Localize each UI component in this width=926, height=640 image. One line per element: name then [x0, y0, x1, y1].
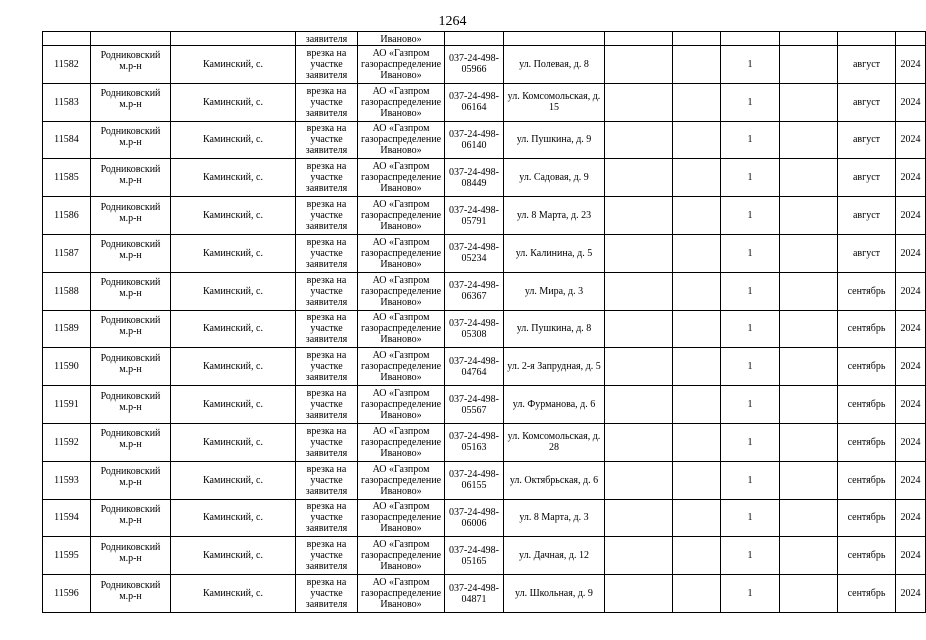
table-row — [43, 461, 926, 499]
district-cell: Родниковский м.р-н — [91, 575, 171, 613]
connection-type-cell: врезка на участке заявителя — [296, 272, 358, 310]
month-cell: сентябрь — [838, 461, 896, 499]
connection-type-cell: врезка на участке заявителя — [296, 386, 358, 424]
settlement-cell: Каминский, с. — [171, 272, 296, 310]
row-number-cell: 11593 — [43, 461, 91, 499]
row-number-cell: 11591 — [43, 386, 91, 424]
quantity-cell: 1 — [721, 423, 780, 461]
empty-cell — [605, 461, 673, 499]
empty-cell — [673, 83, 721, 121]
organization-cell: АО «Газпром газораспределение Иваново» — [358, 272, 445, 310]
empty-cell — [673, 499, 721, 537]
settlement-cell: Каминский, с. — [171, 499, 296, 537]
year-cell: 2024 — [896, 423, 926, 461]
year-cell: 2024 — [896, 197, 926, 235]
district-cell: Родниковский м.р-н — [91, 83, 171, 121]
connection-type-cell: врезка на участке заявителя — [296, 197, 358, 235]
table-row — [43, 310, 926, 348]
address-cell: ул. Дачная, д. 12 — [504, 537, 605, 575]
address-cell: ул. 8 Марта, д. 23 — [504, 197, 605, 235]
empty-cell — [673, 46, 721, 84]
settlement-cell: Каминский, с. — [171, 348, 296, 386]
settlement-cell: Каминский, с. — [171, 83, 296, 121]
table-row — [43, 423, 926, 461]
district-cell: Родниковский м.р-н — [91, 348, 171, 386]
quantity-cell: 1 — [721, 386, 780, 424]
year-cell: 2024 — [896, 386, 926, 424]
row-number-cell: 11595 — [43, 537, 91, 575]
empty-cell — [605, 83, 673, 121]
organization-cell: АО «Газпром газораспределение Иваново» — [358, 46, 445, 84]
quantity-cell: 1 — [721, 46, 780, 84]
empty-cell — [673, 197, 721, 235]
table-row — [43, 46, 926, 84]
address-cell: ул. Полевая, д. 8 — [504, 46, 605, 84]
year-cell: 2024 — [896, 121, 926, 159]
address-cell: ул. Пушкина, д. 9 — [504, 121, 605, 159]
organization-cell: АО «Газпром газораспределение Иваново» — [358, 197, 445, 235]
continuation-cell — [504, 32, 605, 46]
quantity-cell: 1 — [721, 197, 780, 235]
district-cell: Родниковский м.р-н — [91, 159, 171, 197]
row-number-cell: 11590 — [43, 348, 91, 386]
continuation-cell — [605, 32, 673, 46]
year-cell: 2024 — [896, 83, 926, 121]
table-row — [43, 234, 926, 272]
organization-cell: АО «Газпром газораспределение Иваново» — [358, 423, 445, 461]
connection-type-cell: врезка на участке заявителя — [296, 159, 358, 197]
empty-cell — [673, 159, 721, 197]
continuation-cell: заявителя — [296, 32, 358, 46]
continuation-cell — [91, 32, 171, 46]
continuation-row — [43, 32, 926, 46]
month-cell: август — [838, 234, 896, 272]
empty-cell — [673, 423, 721, 461]
address-cell: ул. Калинина, д. 5 — [504, 234, 605, 272]
empty-cell — [605, 499, 673, 537]
organization-cell: АО «Газпром газораспределение Иваново» — [358, 499, 445, 537]
organization-cell: АО «Газпром газораспределение Иваново» — [358, 537, 445, 575]
quantity-cell: 1 — [721, 272, 780, 310]
district-cell: Родниковский м.р-н — [91, 121, 171, 159]
continuation-cell — [721, 32, 780, 46]
month-cell: сентябрь — [838, 575, 896, 613]
empty-cell — [780, 537, 838, 575]
connection-type-cell: врезка на участке заявителя — [296, 423, 358, 461]
district-cell: Родниковский м.р-н — [91, 46, 171, 84]
account-number-cell: 037-24-498-06006 — [445, 499, 504, 537]
empty-cell — [673, 348, 721, 386]
empty-cell — [780, 499, 838, 537]
settlement-cell: Каминский, с. — [171, 234, 296, 272]
empty-cell — [605, 310, 673, 348]
district-cell: Родниковский м.р-н — [91, 499, 171, 537]
empty-cell — [673, 537, 721, 575]
connection-type-cell: врезка на участке заявителя — [296, 575, 358, 613]
address-cell: ул. Комсомольская, д. 28 — [504, 423, 605, 461]
empty-cell — [605, 197, 673, 235]
connection-type-cell: врезка на участке заявителя — [296, 234, 358, 272]
connection-type-cell: врезка на участке заявителя — [296, 537, 358, 575]
address-cell: ул. Школьная, д. 9 — [504, 575, 605, 613]
settlement-cell: Каминский, с. — [171, 575, 296, 613]
quantity-cell: 1 — [721, 575, 780, 613]
connection-type-cell: врезка на участке заявителя — [296, 461, 358, 499]
organization-cell: АО «Газпром газораспределение Иваново» — [358, 121, 445, 159]
month-cell: август — [838, 121, 896, 159]
empty-cell — [673, 310, 721, 348]
row-number-cell: 11585 — [43, 159, 91, 197]
table-row — [43, 83, 926, 121]
row-number-cell: 11583 — [43, 83, 91, 121]
page-number: 1264 — [438, 14, 467, 29]
quantity-cell: 1 — [721, 121, 780, 159]
connection-type-cell: врезка на участке заявителя — [296, 121, 358, 159]
empty-cell — [605, 159, 673, 197]
connection-type-cell: врезка на участке заявителя — [296, 46, 358, 84]
empty-cell — [780, 121, 838, 159]
year-cell: 2024 — [896, 461, 926, 499]
empty-cell — [780, 197, 838, 235]
empty-cell — [780, 234, 838, 272]
quantity-cell: 1 — [721, 159, 780, 197]
month-cell: сентябрь — [838, 310, 896, 348]
continuation-cell — [445, 32, 504, 46]
address-cell: ул. Фурманова, д. 6 — [504, 386, 605, 424]
account-number-cell: 037-24-498-04871 — [445, 575, 504, 613]
organization-cell: АО «Газпром газораспределение Иваново» — [358, 83, 445, 121]
organization-cell: АО «Газпром газораспределение Иваново» — [358, 461, 445, 499]
year-cell: 2024 — [896, 234, 926, 272]
account-number-cell: 037-24-498-06367 — [445, 272, 504, 310]
district-cell: Родниковский м.р-н — [91, 386, 171, 424]
organization-cell: АО «Газпром газораспределение Иваново» — [358, 159, 445, 197]
quantity-cell: 1 — [721, 499, 780, 537]
month-cell: сентябрь — [838, 348, 896, 386]
quantity-cell: 1 — [721, 348, 780, 386]
quantity-cell: 1 — [721, 461, 780, 499]
empty-cell — [780, 272, 838, 310]
month-cell: август — [838, 159, 896, 197]
district-cell: Родниковский м.р-н — [91, 461, 171, 499]
address-cell: ул. Пушкина, д. 8 — [504, 310, 605, 348]
empty-cell — [780, 348, 838, 386]
address-cell: ул. Садовая, д. 9 — [504, 159, 605, 197]
empty-cell — [780, 575, 838, 613]
account-number-cell: 037-24-498-08449 — [445, 159, 504, 197]
year-cell: 2024 — [896, 159, 926, 197]
row-number-cell: 11584 — [43, 121, 91, 159]
account-number-cell: 037-24-498-05791 — [445, 197, 504, 235]
account-number-cell: 037-24-498-05308 — [445, 310, 504, 348]
connection-type-cell: врезка на участке заявителя — [296, 499, 358, 537]
organization-cell: АО «Газпром газораспределение Иваново» — [358, 310, 445, 348]
district-cell: Родниковский м.р-н — [91, 310, 171, 348]
empty-cell — [780, 423, 838, 461]
empty-cell — [605, 423, 673, 461]
table-row — [43, 499, 926, 537]
continuation-cell — [43, 32, 91, 46]
quantity-cell: 1 — [721, 83, 780, 121]
settlement-cell: Каминский, с. — [171, 423, 296, 461]
account-number-cell: 037-24-498-05567 — [445, 386, 504, 424]
month-cell: сентябрь — [838, 272, 896, 310]
organization-cell: АО «Газпром газораспределение Иваново» — [358, 386, 445, 424]
month-cell: август — [838, 46, 896, 84]
account-number-cell: 037-24-498-05165 — [445, 537, 504, 575]
empty-cell — [605, 575, 673, 613]
district-cell: Родниковский м.р-н — [91, 234, 171, 272]
address-cell: ул. 2-я Запрудная, д. 5 — [504, 348, 605, 386]
row-number-cell: 11588 — [43, 272, 91, 310]
address-cell: ул. Мира, д. 3 — [504, 272, 605, 310]
empty-cell — [673, 121, 721, 159]
connection-type-cell: врезка на участке заявителя — [296, 83, 358, 121]
table-row — [43, 197, 926, 235]
continuation-cell: Иваново» — [358, 32, 445, 46]
month-cell: август — [838, 83, 896, 121]
year-cell: 2024 — [896, 272, 926, 310]
year-cell: 2024 — [896, 499, 926, 537]
account-number-cell: 037-24-498-06155 — [445, 461, 504, 499]
table-row — [43, 121, 926, 159]
district-cell: Родниковский м.р-н — [91, 197, 171, 235]
month-cell: сентябрь — [838, 537, 896, 575]
account-number-cell: 037-24-498-05234 — [445, 234, 504, 272]
organization-cell: АО «Газпром газораспределение Иваново» — [358, 575, 445, 613]
year-cell: 2024 — [896, 310, 926, 348]
month-cell: сентябрь — [838, 423, 896, 461]
empty-cell — [780, 386, 838, 424]
quantity-cell: 1 — [721, 234, 780, 272]
account-number-cell: 037-24-498-04764 — [445, 348, 504, 386]
continuation-cell — [780, 32, 838, 46]
table-row — [43, 537, 926, 575]
connection-type-cell: врезка на участке заявителя — [296, 348, 358, 386]
empty-cell — [605, 348, 673, 386]
settlement-cell: Каминский, с. — [171, 537, 296, 575]
empty-cell — [673, 575, 721, 613]
address-cell: ул. 8 Марта, д. 3 — [504, 499, 605, 537]
empty-cell — [673, 234, 721, 272]
empty-cell — [673, 272, 721, 310]
empty-cell — [673, 461, 721, 499]
continuation-cell — [838, 32, 896, 46]
connection-type-cell: врезка на участке заявителя — [296, 310, 358, 348]
organization-cell: АО «Газпром газораспределение Иваново» — [358, 234, 445, 272]
settlement-cell: Каминский, с. — [171, 121, 296, 159]
table-row — [43, 348, 926, 386]
continuation-cell — [171, 32, 296, 46]
empty-cell — [780, 310, 838, 348]
empty-cell — [605, 234, 673, 272]
table-row — [43, 272, 926, 310]
table-row — [43, 386, 926, 424]
quantity-cell: 1 — [721, 537, 780, 575]
row-number-cell: 11594 — [43, 499, 91, 537]
document-table — [42, 31, 926, 613]
year-cell: 2024 — [896, 575, 926, 613]
row-number-cell: 11587 — [43, 234, 91, 272]
empty-cell — [605, 121, 673, 159]
address-cell: ул. Комсомольская, д. 15 — [504, 83, 605, 121]
empty-cell — [605, 386, 673, 424]
table-body — [43, 32, 926, 613]
month-cell: август — [838, 197, 896, 235]
district-cell: Родниковский м.р-н — [91, 537, 171, 575]
quantity-cell: 1 — [721, 310, 780, 348]
organization-cell: АО «Газпром газораспределение Иваново» — [358, 348, 445, 386]
account-number-cell: 037-24-498-05966 — [445, 46, 504, 84]
empty-cell — [780, 46, 838, 84]
year-cell: 2024 — [896, 537, 926, 575]
settlement-cell: Каминский, с. — [171, 386, 296, 424]
table-row — [43, 159, 926, 197]
empty-cell — [605, 537, 673, 575]
year-cell: 2024 — [896, 46, 926, 84]
empty-cell — [780, 461, 838, 499]
row-number-cell: 11596 — [43, 575, 91, 613]
account-number-cell: 037-24-498-06140 — [445, 121, 504, 159]
settlement-cell: Каминский, с. — [171, 46, 296, 84]
row-number-cell: 11582 — [43, 46, 91, 84]
month-cell: сентябрь — [838, 386, 896, 424]
settlement-cell: Каминский, с. — [171, 461, 296, 499]
year-cell: 2024 — [896, 348, 926, 386]
settlement-cell: Каминский, с. — [171, 159, 296, 197]
continuation-cell — [673, 32, 721, 46]
row-number-cell: 11586 — [43, 197, 91, 235]
empty-cell — [780, 83, 838, 121]
month-cell: сентябрь — [838, 499, 896, 537]
settlement-cell: Каминский, с. — [171, 197, 296, 235]
account-number-cell: 037-24-498-06164 — [445, 83, 504, 121]
table-row — [43, 575, 926, 613]
settlement-cell: Каминский, с. — [171, 310, 296, 348]
row-number-cell: 11592 — [43, 423, 91, 461]
empty-cell — [780, 159, 838, 197]
empty-cell — [605, 46, 673, 84]
account-number-cell: 037-24-498-05163 — [445, 423, 504, 461]
continuation-cell — [896, 32, 926, 46]
empty-cell — [605, 272, 673, 310]
address-cell: ул. Октябрьская, д. 6 — [504, 461, 605, 499]
district-cell: Родниковский м.р-н — [91, 272, 171, 310]
empty-cell — [673, 386, 721, 424]
district-cell: Родниковский м.р-н — [91, 423, 171, 461]
row-number-cell: 11589 — [43, 310, 91, 348]
